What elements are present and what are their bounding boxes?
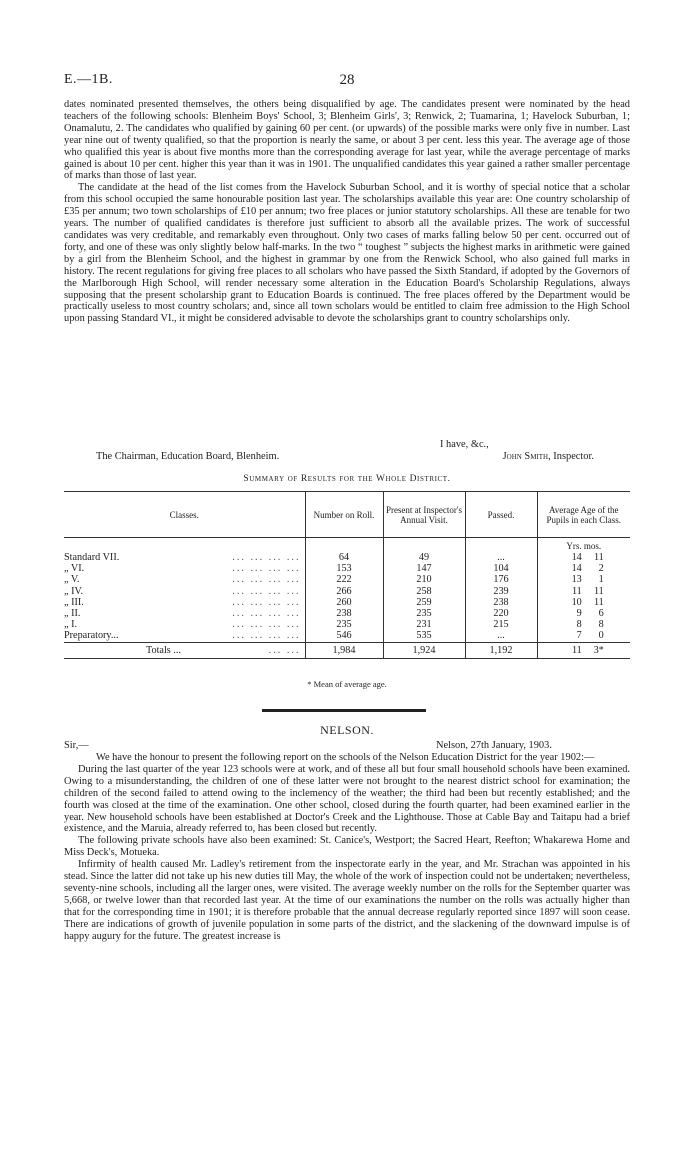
class-cell [64, 642, 305, 658]
report-code: E.—1B. [64, 72, 113, 87]
place-date: Nelson, 27th January, 1903. [436, 740, 552, 751]
class-label: „ IV. [64, 585, 84, 597]
passed-cell: 1,192 [465, 642, 537, 658]
column-header-passed: Passed. [465, 492, 537, 538]
table-title: Summary of Results for the Whole District. [243, 474, 451, 484]
summary-table [64, 491, 630, 659]
table-row [64, 574, 630, 585]
column-header-roll: Number on Roll. [305, 492, 383, 538]
age-years: 13 [571, 574, 582, 586]
signature-line [96, 451, 594, 462]
present-cell: 235 [383, 608, 465, 619]
age-months: 11 [593, 596, 604, 608]
class-label: „ V. [64, 574, 80, 586]
salutation-line [64, 740, 630, 751]
age-years: 14 [571, 563, 582, 575]
age-years: 11 [571, 644, 582, 656]
roll-cell: 266 [305, 586, 383, 597]
class-label: „ I. [64, 619, 78, 631]
class-cell [64, 552, 305, 563]
leader-dots: ... ... ... ... [232, 596, 301, 608]
paragraph: The candidate at the head of the list comes from the Havelock Suburban School, and it is worthy of special notice that a scholar from this school occupied the same honourable position last year. The scholarships available this year are: One country scholarship of £35 per annum; two town scholarships of £10 per annum; two free places or junior statutory scholarships. All these are tenable for two years. The number of qualified candidates is therefore just sufficient to absorb all the available prizes. The work of successful candidates was very creditable, and remarkably even throughout. Only two cases of marks falling below 50 per cent. occurred out of forty, and one of these was only slightly below half-marks. In the two “ toughest ” subjects the highest marks in arithmetic were gained by a girl from the Blenheim School, and the highest in grammar by one from the Renwick School, who also gained full marks in history. The recent regulations for giving free places to all scholars who have passed the Sixth Standard, if adopted by the Governors of the Marlborough High School, will render necessary some alteration in the Education Board's Scholarship Regulations, always supposing that the present scholarship grant to Education Boards is continued. The free places offered by the Department would be practically useless to most country scholars; and, since all town scholars would be entitled to claim free admission to the High School upon passing Standard VI., it might be considered advisable to devote the scholarships grant to country scholarships only. [64, 182, 630, 325]
age-months: 11 [593, 585, 604, 597]
leader-dots: ... ... ... ... [232, 608, 301, 620]
leader-dots: ... ... ... ... [232, 574, 301, 586]
roll-cell: 153 [305, 563, 383, 574]
salutation: Sir,— [64, 740, 89, 751]
age-years: 8 [576, 619, 582, 631]
class-label: Totals ... [146, 644, 181, 656]
class-cell [64, 597, 305, 608]
present-cell: 210 [383, 574, 465, 585]
age-months: 0 [598, 630, 604, 642]
present-cell: 535 [383, 630, 465, 642]
roll-cell: 222 [305, 574, 383, 585]
class-cell [64, 608, 305, 619]
leader-dots: ... ... ... ... [232, 630, 301, 642]
roll-cell: 238 [305, 608, 383, 619]
age-months: 8 [598, 619, 604, 631]
class-label: Preparatory... [64, 630, 119, 642]
present-cell: 147 [383, 563, 465, 574]
age-cell [537, 552, 630, 563]
table-row [64, 630, 630, 642]
class-label: Standard VII. [64, 552, 120, 563]
addressee: The Chairman, Education Board, Blenheim. [96, 451, 280, 462]
table-row [64, 552, 630, 563]
signer-role: , Inspector. [548, 451, 594, 462]
totals-row [64, 642, 630, 658]
column-header-present: Present at Inspector's Annual Visit. [383, 492, 465, 538]
table-header-row [64, 492, 630, 538]
age-cell [537, 619, 630, 630]
age-years: 14 [571, 552, 582, 563]
class-cell [64, 586, 305, 597]
closing-line: I have, &c., [440, 439, 489, 450]
age-months: 11 [593, 552, 604, 563]
signer [503, 451, 594, 462]
paragraph: The following private schools have also been examined: St. Canice's, Westport; the Sacred Heart, Reefton; Whakarewa Home and Miss Deck's, Motueka. [64, 835, 630, 859]
age-months: 1 [598, 574, 604, 586]
age-cell [537, 563, 630, 574]
roll-cell: 1,984 [305, 642, 383, 658]
paragraph: During the last quarter of the year 123 schools were at work, and of these all but four small household schools have been examined. Owing to a misunderstanding, the children of one of these latter were not brought to the nearest district school for examination; the children of the second failed to attend owing to the inclemency of the weather; the third had been but recently established; and the fourth was closed at the time of the examination. One other school, closed during the fourth quarter, had been examined earlier in the year. New household schools have been established at Doctor's Creek and the Lighthouse. Those at Cable Bay and Taitapu had a brief existence, and the Maruia, already referred to, has been closed but recently. [64, 763, 630, 835]
table-row [64, 608, 630, 619]
age-cell [537, 586, 630, 597]
present-cell: 258 [383, 586, 465, 597]
paragraph: We have the honour to present the following report on the schools of the Nelson Education District for the year 1902:— [96, 752, 595, 763]
class-cell [64, 630, 305, 642]
present-cell: 1,924 [383, 642, 465, 658]
age-cell [537, 608, 630, 619]
age-cell [537, 597, 630, 608]
age-years: 11 [571, 585, 582, 597]
roll-cell: 546 [305, 630, 383, 642]
class-cell [64, 563, 305, 574]
blenheim-report-body [64, 99, 630, 325]
present-cell: 49 [383, 552, 465, 563]
section-heading-nelson: NELSON. [320, 723, 374, 737]
column-header-age: Average Age of the Pupils in each Class. [537, 492, 630, 538]
page-header [64, 72, 630, 94]
table-row [64, 563, 630, 574]
table-row [64, 619, 630, 630]
class-label: „ VI. [64, 563, 85, 575]
class-label: „ II. [64, 608, 81, 620]
present-cell: 231 [383, 619, 465, 630]
age-cell [537, 642, 630, 658]
nelson-report-body [64, 752, 630, 943]
age-months: 2 [598, 563, 604, 575]
table-row [64, 586, 630, 597]
present-cell: 259 [383, 597, 465, 608]
passed-cell: 176 [465, 574, 537, 585]
passed-cell: 215 [465, 619, 537, 630]
page-number: 28 [339, 72, 355, 88]
age-years: 9 [576, 608, 582, 620]
roll-cell: 64 [305, 552, 383, 563]
leader-dots: ... ... ... ... [232, 563, 301, 575]
age-months: 3* [593, 644, 604, 656]
passed-cell: 239 [465, 586, 537, 597]
paragraph: dates nominated presented themselves, the others being disqualified by age. The candidates present were nominated by the head teachers of the following schools: Blenheim Boys' School, 3; Blenheim Girls', 3; Renwick, 2; Tuamarina, 1; Havelock Suburban, 1; Onamalutu, 2. The candidates who qualified by gaining 60 per cent. (or upwards) of the possible marks were only five in number. Last year nine out of twenty qualified, so that the proportion is nearly the same, or about 3 per cent. less this year. The average age of those who qualified this year is about five months more than the corresponding average for last year, while the average percentage of marks gained is about 10 per cent. higher this year than it was in 1901. The unqualified candidates this year gained a rather smaller percentage of marks than those of last year. [64, 99, 630, 182]
passed-cell: 220 [465, 608, 537, 619]
roll-cell: 235 [305, 619, 383, 630]
units-row [64, 538, 630, 553]
leader-dots: ... ... [268, 644, 301, 656]
table-row [64, 597, 630, 608]
leader-dots: ... ... ... ... [232, 552, 301, 563]
passed-cell: 238 [465, 597, 537, 608]
class-label: „ III. [64, 596, 84, 608]
passed-cell: 104 [465, 563, 537, 574]
leader-dots: ... ... ... ... [232, 585, 301, 597]
signer-name: John Smith [502, 451, 549, 462]
age-years: 7 [576, 630, 582, 642]
section-divider [262, 709, 426, 712]
age-months: 6 [598, 608, 604, 620]
age-years: 10 [571, 596, 582, 608]
age-cell [537, 574, 630, 585]
age-cell [537, 630, 630, 642]
passed-cell: ... [465, 630, 537, 642]
paragraph: Infirmity of health caused Mr. Ladley's retirement from the inspectorate early in the year, and Mr. Strachan was appointed in his stead. Since the latter did not take up his new duties till May, the whole of the work of inspection could not be undertaken; nevertheless, seventy-nine schools, including all the larger ones, were visited. The average weekly number on the rolls for the September quarter was 5,668, or twelve lower than that recorded last year. At the time of our examinations the number on the rolls was actually higher than that for the corresponding time in 1901; it is therefore probable that the annual decrease regularly reported since 1897 will soon cease. There are indications of growth of juvenile population in some parts of the district, and the slackening of the downward impulse is of happy augury for the future. The greatest increase is [64, 859, 630, 942]
table-footnote: * Mean of average age. [307, 679, 387, 689]
class-cell [64, 574, 305, 585]
leader-dots: ... ... ... ... [232, 619, 301, 631]
class-cell [64, 619, 305, 630]
passed-cell: ... [465, 552, 537, 563]
column-header-classes: Classes. [169, 510, 199, 520]
age-units: Yrs. mos. [537, 538, 630, 553]
roll-cell: 260 [305, 597, 383, 608]
